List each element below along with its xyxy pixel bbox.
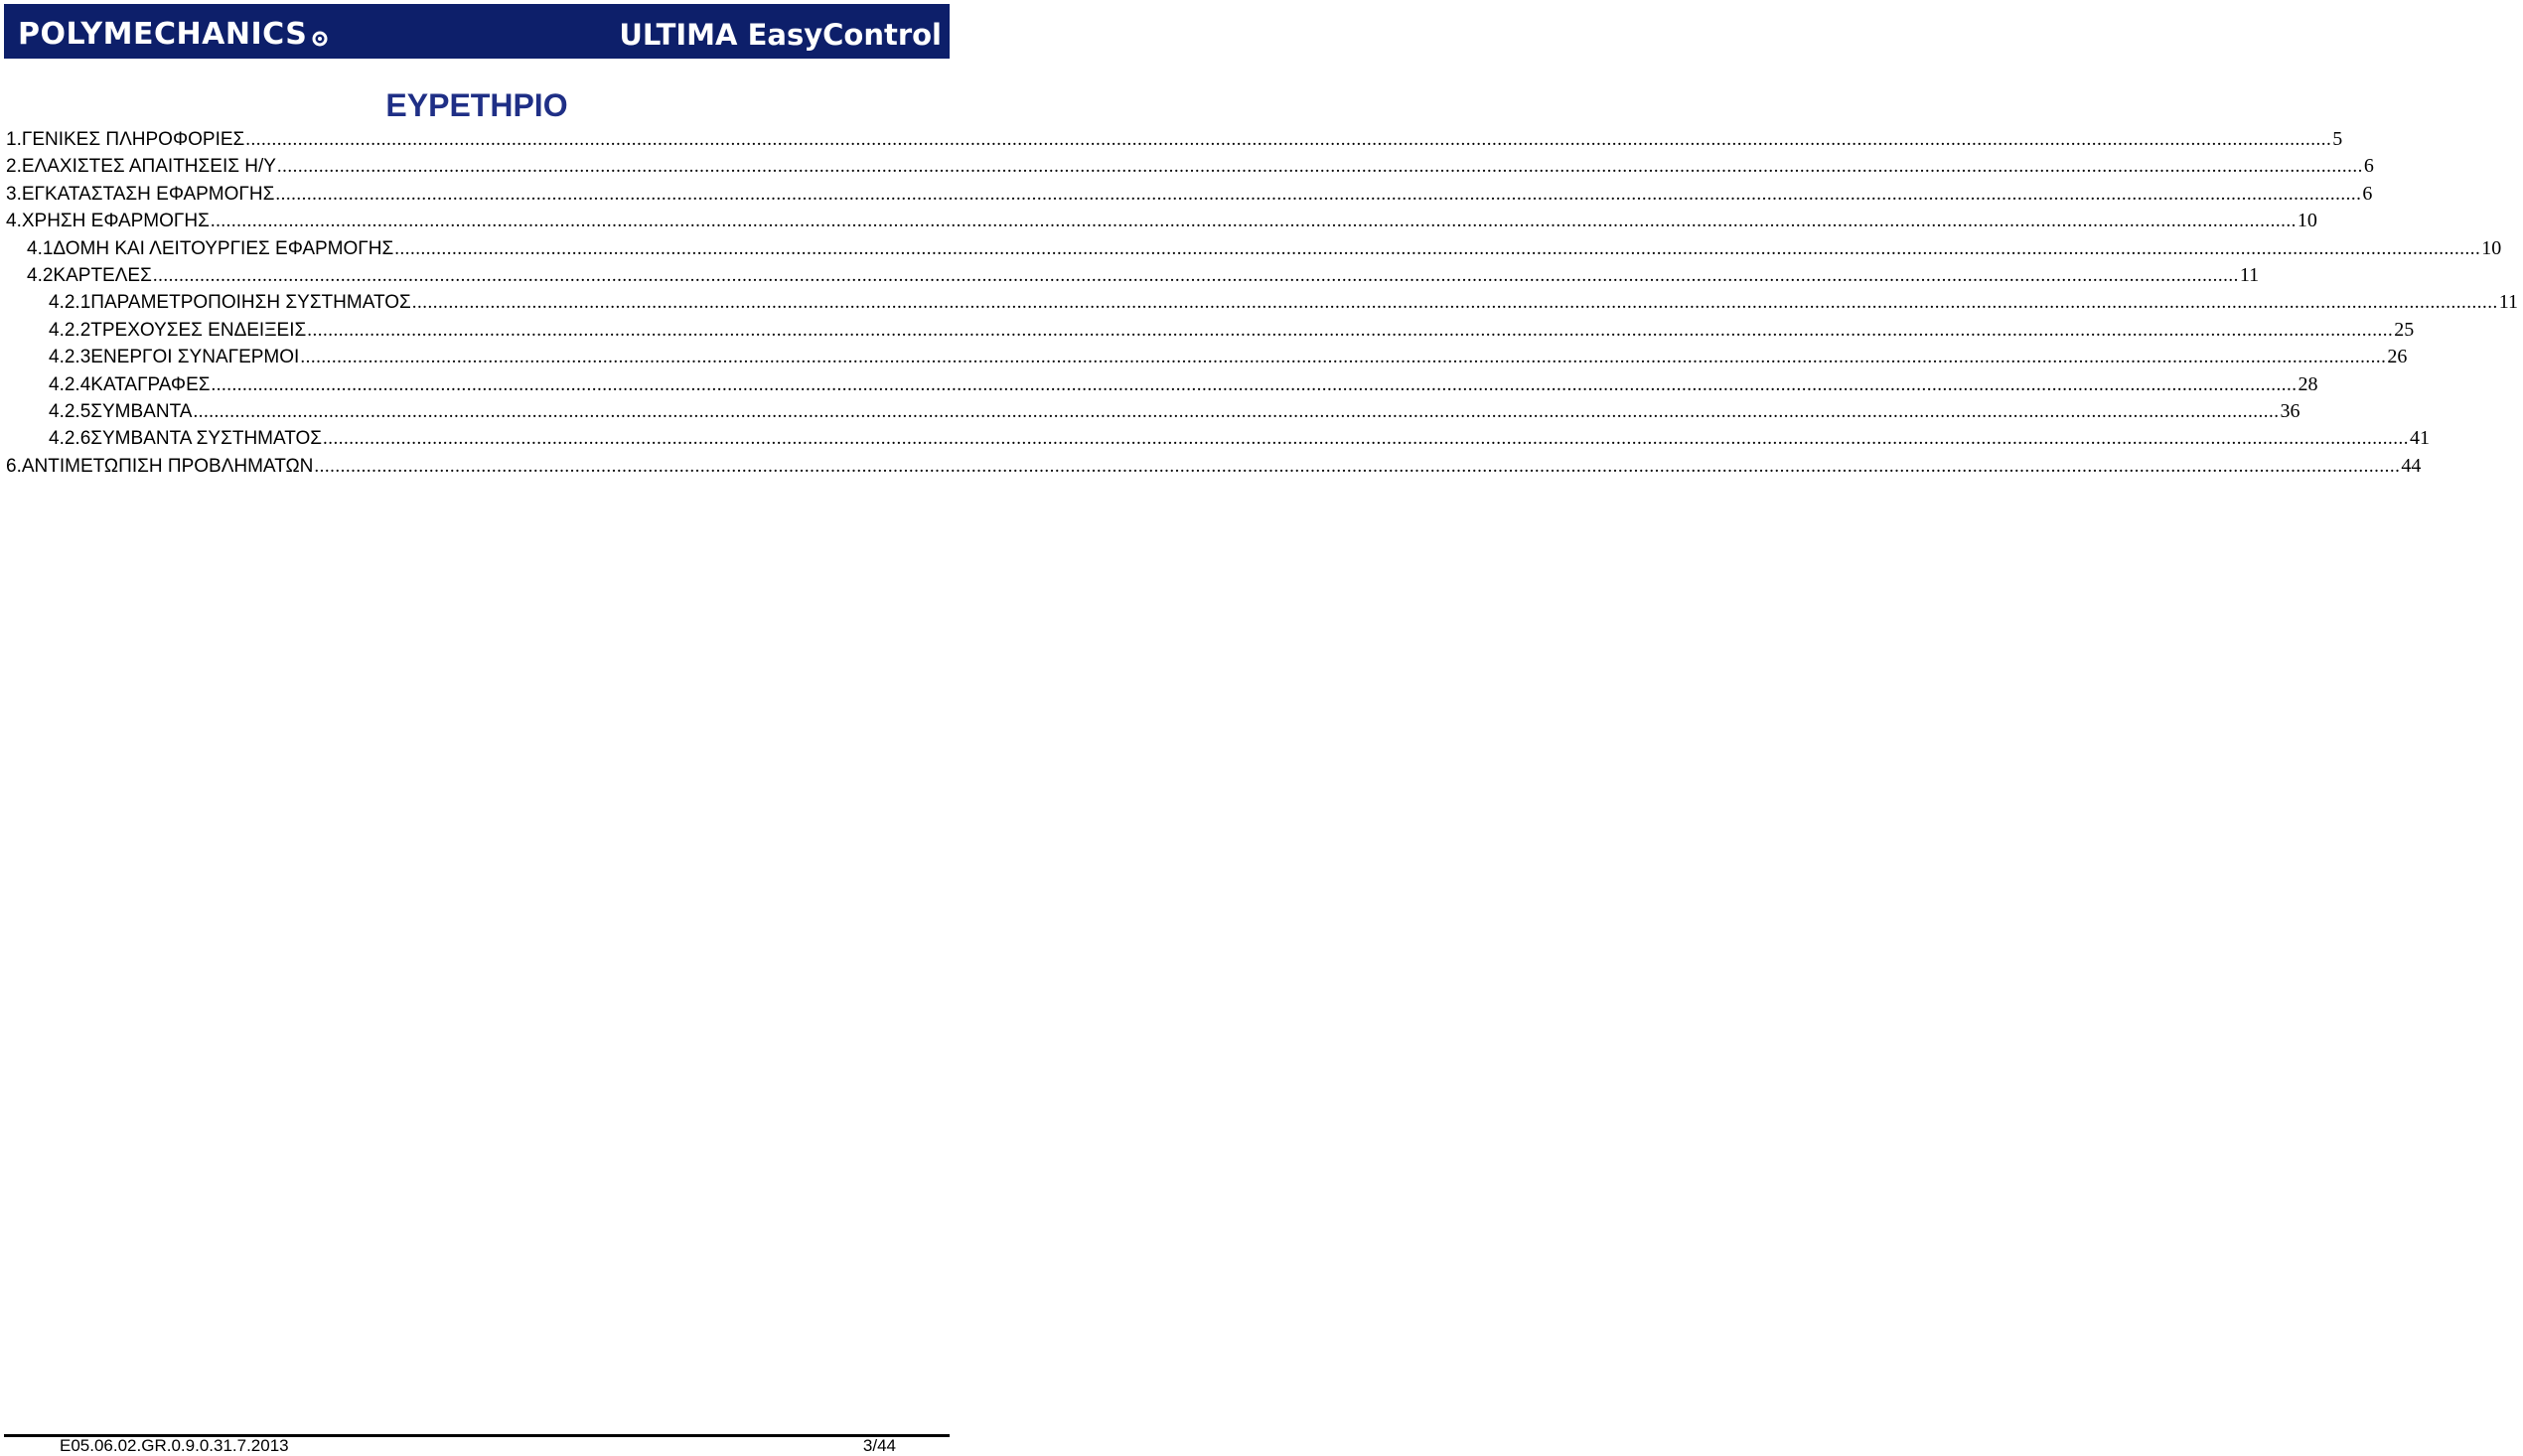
toc-dot-leader: ................................................................................................................................................................................................................................................................................................................................................................................................................ [245, 129, 2332, 150]
toc-entry-title: ΑΝΤΙΜΕΤΩΠΙΣΗ ΠΡΟΒΛΗΜΑΤΩΝ [21, 455, 314, 477]
toc-entry-number: 1. [6, 129, 22, 150]
brand-name: POLYMECHANICS [18, 16, 308, 52]
toc-entry[interactable] [0, 371, 2318, 398]
toc-entry-page: 36 [2280, 399, 2300, 422]
toc-entry-title: ΚΑΡΤΕΛΕΣ [53, 264, 152, 286]
toc-entry[interactable] [0, 398, 2300, 425]
toc-entry-number: 4.2.1 [49, 292, 91, 314]
toc-entry-title: ΕΝΕΡΓΟΙ ΣΥΝΑΓΕΡΜΟΙ [90, 347, 300, 368]
toc-entry-number: 4.1 [27, 237, 54, 259]
brand-swirl-icon [311, 30, 329, 48]
toc-entry-page: 11 [2498, 291, 2519, 314]
toc-dot-leader: ................................................................................................................................................................................................................................................................................................................................................................................................................ [314, 455, 2401, 477]
toc-entry-number: 4.2.5 [49, 400, 91, 422]
toc-entry-title: ΕΓΚΑΤΑΣΤΑΣΗ ΕΦΑΡΜΟΓΗΣ [21, 183, 275, 205]
toc-dot-leader: ................................................................................................................................................................................................................................................................................................................................................................................................................ [152, 264, 2239, 286]
page-number: 3/44 [862, 1436, 896, 1455]
toc-entry[interactable] [0, 208, 2317, 234]
toc-entry-page: 28 [2298, 372, 2318, 395]
toc-entry[interactable] [0, 235, 2502, 262]
header-band [4, 4, 950, 59]
toc-entry-page: 6 [2362, 182, 2373, 205]
toc-entry[interactable] [0, 344, 2408, 370]
toc-dot-leader: ................................................................................................................................................................................................................................................................................................................................................................................................................ [394, 237, 2481, 259]
toc-entry-page: 5 [2332, 128, 2343, 150]
toc-entry-title: ΣΥΜΒΑΝΤΑ [90, 400, 193, 422]
toc-dot-leader: ................................................................................................................................................................................................................................................................................................................................................................................................................ [210, 211, 2297, 232]
toc-entry-number: 4.2.2 [49, 319, 91, 341]
toc-entry-title: ΠΑΡΑΜΕΤΡΟΠΟΙΗΣΗ ΣΥΣΤΗΜΑΤΟΣ [90, 292, 411, 314]
toc-dot-leader: ................................................................................................................................................................................................................................................................................................................................................................................................................ [323, 428, 2410, 450]
toc-entry[interactable] [0, 317, 2415, 344]
toc-entry-page: 10 [2481, 236, 2502, 259]
toc-dot-leader: ................................................................................................................................................................................................................................................................................................................................................................................................................ [411, 292, 2498, 314]
toc-dot-leader: ................................................................................................................................................................................................................................................................................................................................................................................................................ [300, 347, 2387, 368]
toc-entry-page: 26 [2387, 346, 2408, 368]
toc-entry-title: ΔΟΜΗ ΚΑΙ ΛΕΙΤΟΥΡΓΙΕΣ ΕΦΑΡΜΟΓΗΣ [53, 237, 394, 259]
toc-entry-title: ΕΛΑΧΙΣΤΕΣ ΑΠΑΙΤΗΣΕΙΣ Η/Υ [21, 156, 276, 178]
toc-entry-page: 10 [2297, 210, 2317, 232]
toc-dot-leader: ................................................................................................................................................................................................................................................................................................................................................................................................................ [307, 319, 2394, 341]
toc-entry-title: ΤΡΕΧΟΥΣΕΣ ΕΝΔΕΙΞΕΙΣ [90, 319, 307, 341]
toc-dot-leader: ................................................................................................................................................................................................................................................................................................................................................................................................................ [211, 373, 2298, 395]
toc-entry[interactable] [0, 453, 2422, 480]
table-of-contents [0, 126, 2519, 480]
toc-dot-leader: ................................................................................................................................................................................................................................................................................................................................................................................................................ [275, 183, 2362, 205]
toc-entry-number: 4.2.6 [49, 428, 91, 450]
toc-entry[interactable] [0, 425, 2431, 452]
toc-entry-page: 6 [2363, 155, 2374, 178]
document-code: E05.06.02.GR.0.9.0.31.7.2013 [60, 1436, 289, 1455]
toc-entry-page: 41 [2410, 427, 2431, 450]
toc-entry-number: 4. [6, 211, 22, 232]
toc-dot-leader: ................................................................................................................................................................................................................................................................................................................................................................................................................ [276, 156, 2363, 178]
toc-entry-number: 4.2 [27, 264, 54, 286]
toc-entry-title: ΧΡΗΣΗ ΕΦΑΡΜΟΓΗΣ [21, 211, 210, 232]
toc-entry-title: ΚΑΤΑΓΡΑΦΕΣ [90, 373, 211, 395]
toc-entry-page: 11 [2239, 263, 2260, 286]
toc-entry[interactable] [0, 289, 2519, 316]
toc-entry-page: 44 [2401, 454, 2422, 477]
product-name: ULTIMA EasyControl [619, 18, 942, 52]
toc-entry-number: 6. [6, 455, 22, 477]
toc-entry[interactable] [0, 126, 2343, 153]
toc-entry-number: 4.2.3 [49, 347, 91, 368]
toc-entry-title: ΓΕΝΙΚΕΣ ΠΛΗΡΟΦΟΡΙΕΣ [21, 129, 245, 150]
toc-entry[interactable] [0, 181, 2373, 208]
toc-entry[interactable] [0, 153, 2374, 180]
toc-entry[interactable] [0, 262, 2260, 289]
toc-dot-leader: ................................................................................................................................................................................................................................................................................................................................................................................................................ [193, 400, 2280, 422]
page-title: ΕΥΡΕΤΗΡΙΟ [385, 87, 568, 123]
toc-entry-number: 2. [6, 156, 22, 178]
brand-logo [18, 14, 329, 54]
toc-entry-page: 25 [2394, 318, 2415, 341]
toc-entry-number: 4.2.4 [49, 373, 91, 395]
toc-entry-number: 3. [6, 183, 22, 205]
toc-entry-title: ΣΥΜΒΑΝΤΑ ΣΥΣΤΗΜΑΤΟΣ [90, 428, 323, 450]
